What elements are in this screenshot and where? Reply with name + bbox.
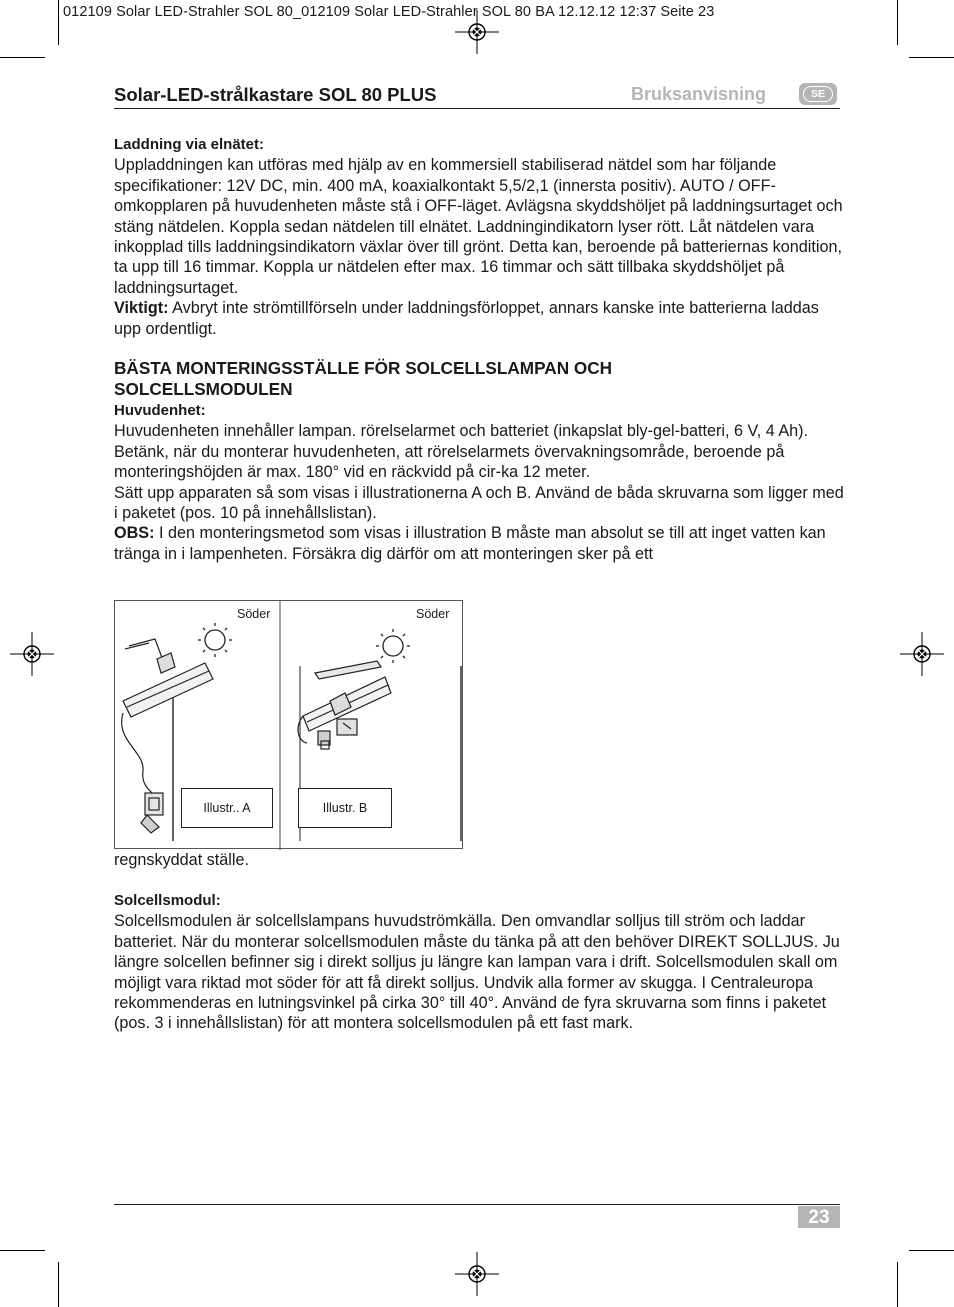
south-label-a: Söder	[237, 607, 271, 621]
mounting-illustration-drawing	[115, 601, 464, 850]
header-rule	[114, 108, 840, 109]
obs-continued: regnskyddat ställe.	[114, 851, 249, 869]
important-note	[114, 298, 844, 339]
obs-text: I den monteringsmetod som visas i illustration B måste man absolut se till att inget vatten kan tränga in i lampenheten. Försäkra dig därför om att monteringen sker på ett	[114, 524, 826, 563]
mounting-heading-line1: BÄSTA MONTERINGSSTÄLLE FÖR SOLCELLSLAMPAN OCH	[114, 358, 613, 378]
mounting-heading	[114, 358, 612, 400]
registration-mark-icon	[10, 632, 54, 676]
solar-module-heading: Solcellsmodul:	[114, 892, 221, 909]
illustration-a-label: Illustr.. A	[181, 788, 273, 828]
obs-note	[114, 523, 844, 564]
crop-mark	[909, 1250, 954, 1251]
important-text: Avbryt inte strömtillförseln under laddningsförloppet, annars kanske inte batterierna laddas upp ordentligt.	[114, 299, 819, 338]
main-unit-paragraph-2: Sätt upp apparaten så som visas i illustrationerna A och B. Använd de båda skruvarna som ligger med i paketet (pos. 10 på innehållslistan).	[114, 483, 844, 523]
print-header: 012109 Solar LED-Strahler SOL 80_012109 Solar LED-Strahler SOL 80 BA 12.12.12 12:37 Seite 23	[63, 4, 715, 20]
solar-module-section	[114, 891, 844, 1034]
main-unit-section	[114, 401, 844, 564]
crop-mark	[909, 57, 954, 58]
solar-module-paragraph: Solcellsmodulen är solcellslampans huvudströmkälla. Den omvandlar solljus till ström och laddar batteriet. När du monterar solcellsmodulen måste du tänka på att den behöver DIREKT SOLLJUS. Ju längre solcellen befinner sig i direkt solljus ju längre kan lampan vara i drift. Solcellsmodulen skall om möjligt vara riktad mot söder för att få direkt solljus. Undvik alla former av skugga. I Centraleuropa rekommenderas en lutningsvinkel på cirka 30° till 40°. Använd de fyra skruvarna som finns i paketet (pos. 3 i innehållslistan) för att montera solcellsmodulen på ett fast mark.	[114, 912, 840, 1033]
charging-paragraph: Uppladdningen kan utföras med hjälp av en kommersiell stabiliserad nätdel som har följande specifikationer: 12V DC, min. 400 mA, koaxialkontakt 5,5/2,1 (innersta positiv). AUTO / OFF-omkopplaren på huvudenheten måste stå i OFF-läget. Avlägsna skyddshöljet på laddningsurtaget och stäng nätdelen. Koppla sedan nätdelen till elnätet. Laddningindikatorn lyser rött. Låt nätdelen vara inkopplad tills laddningsindikatorn växlar över till grönt. Detta kan, beroende på batteriernas kondition, ta upp till 16 timmar. Koppla ur nätdelen efter max. 16 timmar och sätt tillbaka skyddshöljet på laddningsurtaget.	[114, 156, 843, 297]
crop-mark	[58, 0, 59, 45]
illustration-b-label: Illustr. B	[298, 788, 392, 828]
section-label: Bruksanvisning	[631, 84, 767, 104]
registration-mark-icon	[455, 1252, 499, 1296]
document-title: Solar-LED-strålkastare SOL 80 PLUS	[114, 84, 437, 105]
mounting-illustration	[114, 600, 463, 849]
language-badge-label: SE	[803, 86, 833, 102]
sun-icon	[376, 629, 410, 663]
charging-section	[114, 135, 844, 339]
footer-rule	[114, 1204, 840, 1205]
language-badge	[799, 83, 837, 105]
crop-mark	[0, 1250, 45, 1251]
registration-mark-icon	[900, 632, 944, 676]
crop-mark	[897, 0, 898, 45]
mounting-heading-line2: SOLCELLSMODULEN	[114, 379, 293, 399]
south-label-b: Söder	[416, 607, 450, 621]
obs-label: OBS:	[114, 524, 155, 543]
crop-mark	[58, 1262, 59, 1307]
sun-icon	[198, 623, 232, 657]
main-unit-heading: Huvudenhet:	[114, 402, 206, 419]
registration-mark-icon	[455, 10, 499, 54]
main-unit-paragraph-1: Huvudenheten innehåller lampan. rörelselarmet och batteriet (inkapslat bly-gel-batteri, 6 V, 4 Ah). Betänk, när du monterar huvudenheten, att rörelselarmets övervakningsområde, beroende på monteringshöjden är max. 180° vid en räckvidd på cir-ka 12 meter.	[114, 422, 809, 482]
page-number: 23	[798, 1206, 840, 1228]
charging-heading: Laddning via elnätet:	[114, 136, 265, 153]
important-label: Viktigt:	[114, 299, 169, 318]
crop-mark	[0, 57, 45, 58]
crop-mark	[897, 1262, 898, 1307]
